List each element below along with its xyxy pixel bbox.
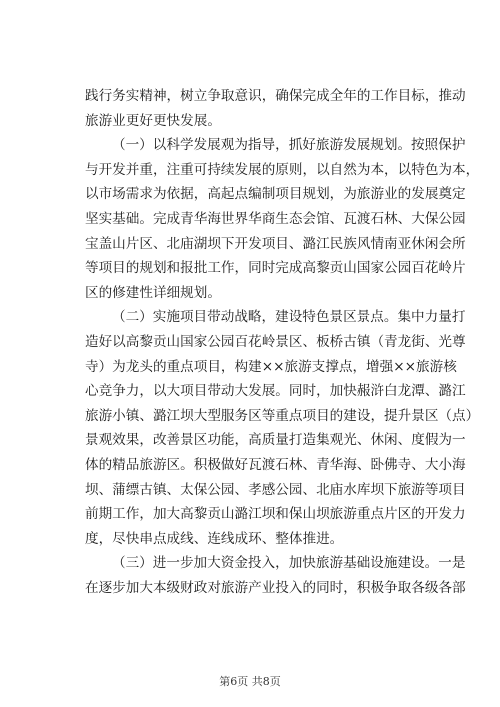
text-line: 心竞争力，以大项目带动大发展。同时，加快赧浒白龙潭、潞江 xyxy=(85,383,466,400)
text-line: 在逐步加大本级财政对旅游产业投入的同时，积极争取各级各部 xyxy=(85,579,466,596)
text-line: 寺）为龙头的重点项目，构建××旅游支撑点，增强××旅游核 xyxy=(85,358,457,375)
text-line: （三）进一步加大资金投入，加快旅游基础设施建设。一是 xyxy=(112,555,466,572)
text-line: 前期工作，加大高黎贡山潞江坝和保山坝旅游重点片区的开发力 xyxy=(85,506,466,523)
text-line: 度，尽快串点成线、连线成环、整体推进。 xyxy=(85,530,344,547)
text-line: 宝盖山片区、北庙湖坝下开发项目、潞江民族风情南亚休闲会所 xyxy=(85,235,466,252)
text-line: 体的精品旅游区。积极做好瓦渡石林、青华海、卧佛寺、大小海 xyxy=(85,456,466,473)
text-line: 区的修建性详细规划。 xyxy=(85,284,221,301)
document-body xyxy=(85,84,480,600)
text-line: 与开发并重，注重可持续发展的原则，以自然为本，以特色为本， xyxy=(85,161,480,178)
text-line: （二）实施项目带动战略，建设特色景区景点。集中力量打 xyxy=(112,309,466,326)
text-line: 坚实基础。完成青华海世界华商生态会馆、瓦渡石林、大保公园 xyxy=(85,210,466,227)
text-line: 旅游业更好更快发展。 xyxy=(85,112,221,129)
paragraph-intro xyxy=(85,84,466,133)
text-line: 践行务实精神，树立争取意识，确保完成全年的工作目标，推动 xyxy=(85,88,466,104)
page-footer: 第6页 共8页 xyxy=(219,675,281,688)
text-line: 旅游小镇、潞江坝大型服务区等重点项目的建设，提升景区（点） xyxy=(85,407,480,424)
text-line: 以市场需求为依据，高起点编制项目规划，为旅游业的发展奠定 xyxy=(85,186,466,203)
text-line: （一）以科学发展观为指导，抓好旅游发展规划。按照保护 xyxy=(112,137,466,154)
paragraph-projects xyxy=(85,305,480,551)
text-line: 等项目的规划和报批工作，同时完成高黎贡山国家公园百花岭片 xyxy=(85,260,466,277)
paragraph-investment xyxy=(85,551,466,600)
paragraph-planning xyxy=(85,133,480,305)
text-line: 景观效果，改善景区功能，高质量打造集观光、休闲、度假为一 xyxy=(85,432,466,449)
text-line: 坝、蒲缥古镇、太保公园、孝感公园、北庙水库坝下旅游等项目 xyxy=(85,481,466,498)
text-line: 造好以高黎贡山国家公园百花岭景区、板桥古镇（青龙街、光尊 xyxy=(85,333,466,350)
